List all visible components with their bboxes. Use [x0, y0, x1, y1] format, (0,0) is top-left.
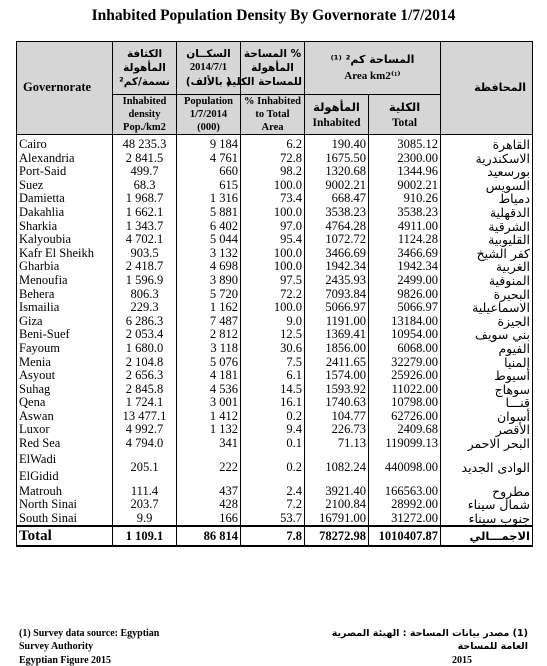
header-pct-en-3: Area	[261, 122, 284, 133]
total-area-cell: 6068.00	[397, 340, 439, 355]
density-cell: 499.7	[113, 165, 177, 179]
pct-inhabited-cell: 6.1	[241, 369, 305, 383]
inhabited-area-cell: 5066.97	[305, 301, 369, 315]
governorate-name-en: Gharbia	[17, 260, 113, 274]
header-population-en-1: Population	[183, 96, 233, 107]
table-row	[17, 152, 533, 166]
governorate-name-ar: بني سويف	[441, 328, 533, 342]
table-row	[17, 301, 533, 315]
total-row	[17, 526, 533, 546]
pct-inhabited-cell: 7.5	[241, 356, 305, 370]
total-area-cell: 11022.00	[391, 381, 439, 396]
pct-inhabited-cell: 7.2	[241, 498, 305, 512]
table-header	[17, 42, 533, 135]
pct-inhabited-cell: 100.0	[241, 301, 305, 315]
density-cell: 1 662.1	[113, 206, 177, 220]
population-cell: 4 536	[177, 383, 241, 397]
header-total-ar: الكلية	[388, 99, 421, 114]
population-cell: 3 890	[177, 274, 241, 288]
total-area: 1010407.87	[369, 526, 441, 546]
density-cell: 13 477.1	[113, 410, 177, 424]
header-density-ar-1: الكثافة	[126, 48, 163, 60]
footnote-source-ar-1: (1) مصدر بيانات المساحة : الهيئة المصرية	[331, 628, 528, 639]
governorate-name-en: Suhag	[17, 383, 113, 397]
table-row	[17, 328, 533, 342]
header-density-en-2: density	[128, 109, 161, 120]
inhabited-area-cell: 7093.84	[305, 288, 369, 302]
governorate-name-en: Damietta	[17, 192, 113, 206]
density-cell: 806.3	[113, 288, 177, 302]
header-population-en-2: 1/7/2014	[189, 109, 228, 120]
pct-inhabited-cell: 0.2	[241, 451, 305, 485]
population-cell: 3 001	[177, 396, 241, 410]
header-pct-ar-2: المأهولة	[251, 62, 294, 74]
governorate-name-ar: البحر الاحمر	[441, 437, 533, 451]
total-area-cell: 1942.34	[397, 259, 439, 274]
density-cell: 4 992.7	[113, 423, 177, 437]
density-cell: 4 702.1	[113, 233, 177, 247]
header-inhabited	[305, 95, 369, 135]
density-table	[16, 41, 533, 547]
inhabited-area-cell: 1072.72	[305, 233, 369, 247]
table-body	[17, 135, 533, 527]
density-cell: 1 680.0	[113, 342, 177, 356]
table-row	[17, 315, 533, 329]
total-area-cell: 32279.00	[391, 354, 439, 369]
governorate-name-ar: الشرقية	[441, 220, 533, 234]
table-row	[17, 135, 533, 152]
density-cell: 2 841.5	[113, 152, 177, 166]
total-area-cell: 4911.00	[397, 218, 439, 233]
header-density-en	[113, 95, 177, 135]
total-area-cell: 9002.21	[397, 177, 439, 192]
density-cell: 111.4	[113, 485, 177, 499]
pct-inhabited-cell: 0.2	[241, 410, 305, 424]
pct-inhabited-cell: 100.0	[241, 247, 305, 261]
density-cell: 2 845.8	[113, 383, 177, 397]
governorate-name-ar: الدقهلية	[441, 206, 533, 220]
pct-inhabited-cell: 73.4	[241, 192, 305, 206]
population-cell: 6 402	[177, 220, 241, 234]
governorate-name-ar: دمياط	[441, 192, 533, 206]
pct-inhabited-cell: 16.1	[241, 396, 305, 410]
inhabited-area-cell: 1593.92	[305, 383, 369, 397]
population-cell: 5 076	[177, 356, 241, 370]
pct-inhabited-cell: 14.5	[241, 383, 305, 397]
density-cell: 9.9	[113, 512, 177, 527]
total-area-cell: 28992.00	[391, 497, 439, 512]
population-cell: 1 132	[177, 423, 241, 437]
population-cell: 1 316	[177, 192, 241, 206]
footnote-source-en-1: (1) Survey data source: Egyptian	[19, 628, 160, 639]
pct-inhabited-cell: 2.4	[241, 485, 305, 499]
governorate-name-ar: المنيا	[441, 356, 533, 370]
governorate-name-en: Ismailia	[17, 301, 113, 315]
table-row	[17, 498, 533, 512]
density-cell: 2 053.4	[113, 328, 177, 342]
table-row	[17, 383, 533, 397]
inhabited-area-cell: 3538.23	[305, 206, 369, 220]
inhabited-area-cell: 2100.84	[305, 498, 369, 512]
governorate-name-en-line1: ElWadi	[19, 451, 57, 466]
pct-inhabited-cell: 100.0	[241, 179, 305, 193]
pct-inhabited-cell: 30.6	[241, 342, 305, 356]
total-area-cell: 9826.00	[397, 286, 439, 301]
governorate-name-en: South Sinai	[17, 512, 113, 527]
governorate-name-ar: البحيرة	[441, 288, 533, 302]
governorate-name-en: Menoufia	[17, 274, 113, 288]
density-cell: 1 724.1	[113, 396, 177, 410]
pct-inhabited-cell: 95.4	[241, 233, 305, 247]
table-row	[17, 396, 533, 410]
governorate-name-en: Menia	[17, 356, 113, 370]
table-row	[17, 260, 533, 274]
inhabited-area-cell: 1675.50	[305, 152, 369, 166]
density-cell: 903.5	[113, 247, 177, 261]
header-total	[369, 95, 441, 135]
footnote-source-ar	[328, 627, 528, 653]
pct-inhabited-cell: 53.7	[241, 512, 305, 527]
population-cell: 2 812	[177, 328, 241, 342]
footnotes	[16, 626, 532, 666]
table-row	[17, 356, 533, 370]
total-inhabited: 78272.98	[305, 526, 369, 546]
governorate-name-ar: أسوان	[441, 410, 533, 424]
total-area-cell: 440098.00	[384, 459, 439, 474]
governorate-name-ar: بورسعيد	[441, 165, 533, 179]
governorate-name-ar: المنوفية	[441, 274, 533, 288]
governorate-name-ar: القاهرة	[441, 135, 533, 152]
total-area-cell: 10954.00	[391, 327, 439, 342]
table-row	[17, 233, 533, 247]
governorate-name-en: Behera	[17, 288, 113, 302]
inhabited-area-cell: 226.73	[305, 423, 369, 437]
governorate-name-ar: الأقصر	[441, 423, 533, 437]
pct-inhabited-cell: 100.0	[241, 260, 305, 274]
total-area-cell: 62726.00	[391, 408, 439, 423]
table-footer	[17, 526, 533, 546]
total-area-cell: 3538.23	[397, 204, 439, 219]
density-cell: 229.3	[113, 301, 177, 315]
total-area-cell: 1344.96	[397, 164, 439, 179]
table-row	[17, 485, 533, 499]
table-row	[17, 437, 533, 451]
governorate-name-ar: جنوب سيناء	[441, 512, 533, 527]
inhabited-area-cell: 1942.34	[305, 260, 369, 274]
inhabited-area-cell: 9002.21	[305, 179, 369, 193]
inhabited-area-cell: 3921.40	[305, 485, 369, 499]
total-area-cell: 2499.00	[397, 272, 439, 287]
inhabited-area-cell: 1856.00	[305, 342, 369, 356]
header-population-ar-3: ( بالألف)	[185, 76, 232, 88]
page-title: Inhabited Population Density By Governorate 1/7/2014	[91, 7, 456, 24]
pct-inhabited-cell: 9.4	[241, 423, 305, 437]
governorate-name-en: Kafr El Sheikh	[17, 247, 113, 261]
header-population-en	[177, 95, 241, 135]
inhabited-area-cell: 71.13	[305, 437, 369, 451]
governorate-name-ar: السويس	[441, 179, 533, 193]
header-density-en-3: Pop./km2	[123, 122, 166, 133]
governorate-name-ar: أسيوط	[441, 369, 533, 383]
inhabited-area-cell: 1574.00	[305, 369, 369, 383]
density-cell: 4 794.0	[113, 437, 177, 451]
header-density-en-1: Inhabited	[122, 96, 167, 107]
population-cell: 341	[177, 437, 241, 451]
governorate-name-en: Alexandria	[17, 152, 113, 166]
total-area-cell: 31272.00	[391, 510, 439, 525]
population-cell: 3 118	[177, 342, 241, 356]
density-cell: 2 656.3	[113, 369, 177, 383]
inhabited-area-cell: 1740.63	[305, 396, 369, 410]
total-label-en: Total	[17, 526, 113, 546]
density-cell: 2 104.8	[113, 356, 177, 370]
total-pct: 7.8	[241, 526, 305, 546]
total-area-cell: 10798.00	[391, 395, 439, 410]
header-area-en: Area km2⁽¹⁾	[344, 70, 401, 82]
header-area-ar: المساحة كم² ⁽¹⁾	[330, 53, 415, 66]
governorate-name-ar: الاسماعيلية	[441, 301, 533, 315]
total-area-cell: 2409.68	[397, 422, 439, 437]
total-label-ar: الاجمـــالي	[441, 526, 533, 546]
governorate-name-en: Suez	[17, 179, 113, 193]
table-row	[17, 165, 533, 179]
table-row	[17, 274, 533, 288]
population-cell: 9 184	[177, 135, 241, 152]
inhabited-area-cell: 668.47	[305, 192, 369, 206]
table-row	[17, 410, 533, 424]
governorate-name-en: Qena	[17, 396, 113, 410]
total-area-cell: 2300.00	[397, 150, 439, 165]
governorate-name-en: Asyout	[17, 369, 113, 383]
governorate-name-ar: مطروح	[441, 485, 533, 499]
population-cell: 1 412	[177, 410, 241, 424]
pct-inhabited-cell: 98.2	[241, 165, 305, 179]
table-row	[17, 206, 533, 220]
governorate-name-en: Dakahlia	[17, 206, 113, 220]
governorate-name-en: Red Sea	[17, 437, 113, 451]
footnote-source-en-2: Survey Authority	[19, 641, 94, 652]
total-area-cell: 119099.13	[385, 436, 439, 451]
pct-inhabited-cell: 12.5	[241, 328, 305, 342]
inhabited-area-cell: 3466.69	[305, 247, 369, 261]
inhabited-area-cell: 4764.28	[305, 220, 369, 234]
governorate-name-en: Cairo	[17, 135, 113, 152]
governorate-name-ar: الفيوم	[441, 342, 533, 356]
density-cell: 1 968.7	[113, 192, 177, 206]
total-area-cell: 5066.97	[397, 300, 439, 315]
population-cell: 615	[177, 179, 241, 193]
governorate-name-en-line2: ElGidid	[19, 468, 59, 483]
governorate-name-en: Aswan	[17, 410, 113, 424]
inhabited-area-cell: 1082.24	[305, 451, 369, 485]
population-cell: 437	[177, 485, 241, 499]
density-cell: 205.1	[113, 451, 177, 485]
inhabited-area-cell: 2435.93	[305, 274, 369, 288]
header-pct-en	[241, 95, 305, 135]
pct-inhabited-cell: 72.2	[241, 288, 305, 302]
density-cell: 48 235.3	[113, 135, 177, 152]
table-row	[17, 451, 533, 485]
pct-inhabited-cell: 97.5	[241, 274, 305, 288]
table-row	[17, 220, 533, 234]
total-area-cell: 25926.00	[391, 368, 439, 383]
total-area-cell: 166563.00	[384, 483, 439, 498]
table-row	[17, 179, 533, 193]
header-total-en: Total	[391, 116, 418, 129]
pct-inhabited-cell: 97.0	[241, 220, 305, 234]
header-governorate-ar: المحافظة	[441, 42, 533, 135]
total-area-cell: 1124.28	[397, 232, 439, 247]
table-row	[17, 423, 533, 437]
pct-inhabited-cell: 100.0	[241, 206, 305, 220]
table-row	[17, 512, 533, 527]
header-area	[305, 42, 441, 95]
population-cell: 5 720	[177, 288, 241, 302]
population-cell: 5 044	[177, 233, 241, 247]
header-governorate-en: Governorate	[17, 42, 113, 135]
inhabited-area-cell: 1191.00	[305, 315, 369, 329]
pct-inhabited-cell: 9.0	[241, 315, 305, 329]
governorate-name-en: Kalyoubia	[17, 233, 113, 247]
header-inhabited-ar: المأهولة	[313, 99, 360, 114]
table-row	[17, 247, 533, 261]
population-cell: 222	[177, 451, 241, 485]
header-pct-ar-3: للمساحة الكلية	[225, 76, 302, 88]
footnote-year-ar: 2015	[452, 655, 472, 666]
total-area-cell: 13184.00	[391, 313, 439, 328]
density-cell: 68.3	[113, 179, 177, 193]
density-cell: 1 343.7	[113, 220, 177, 234]
pct-inhabited-cell: 0.1	[241, 437, 305, 451]
pct-inhabited-cell: 72.8	[241, 152, 305, 166]
inhabited-area-cell: 104.77	[305, 410, 369, 424]
governorate-name-en: Fayoum	[17, 342, 113, 356]
governorate-name-en: Giza	[17, 315, 113, 329]
table-row	[17, 369, 533, 383]
governorate-name-ar: الاسكندرية	[441, 152, 533, 166]
governorate-name-en: Beni-Suef	[17, 328, 113, 342]
header-pct-ar-1: % المساحة	[243, 48, 302, 60]
population-cell: 4 181	[177, 369, 241, 383]
governorate-name-en: Sharkia	[17, 220, 113, 234]
inhabited-area-cell: 16791.00	[305, 512, 369, 527]
footnote-source-en	[19, 627, 219, 653]
population-cell: 4 761	[177, 152, 241, 166]
inhabited-area-cell: 190.40	[305, 135, 369, 152]
governorate-name-en: Luxor	[17, 423, 113, 437]
total-population: 86 814	[177, 526, 241, 546]
population-cell: 3 132	[177, 247, 241, 261]
header-pct-ar	[225, 42, 305, 95]
governorate-name-en: Port-Said	[17, 165, 113, 179]
header-density-ar-2: المأهولة	[123, 62, 166, 74]
pct-inhabited-cell: 6.2	[241, 135, 305, 152]
footnote-year-en: Egyptian Figure 2015	[19, 655, 112, 666]
table-row	[17, 192, 533, 206]
total-area-cell: 3085.12	[397, 137, 439, 151]
governorate-name-en: North Sinai	[17, 498, 113, 512]
population-cell: 166	[177, 512, 241, 527]
governorate-name-en: Matrouh	[17, 485, 113, 499]
density-cell: 6 286.3	[113, 315, 177, 329]
governorate-name-ar: الجيزة	[441, 315, 533, 329]
population-cell: 5 881	[177, 206, 241, 220]
total-area-cell: 910.26	[403, 191, 439, 206]
header-pct-en-2: to Total	[255, 109, 290, 120]
header-pct-en-1: % Inhabited	[244, 96, 301, 107]
governorate-name-ar: قنـــا	[441, 396, 533, 410]
table-row	[17, 342, 533, 356]
governorate-name-ar: القليوبية	[441, 233, 533, 247]
footnote-source-ar-2: العامة للمساحة	[457, 641, 528, 652]
population-cell: 1 162	[177, 301, 241, 315]
governorate-name-ar: كفر الشيخ	[441, 247, 533, 261]
header-population-ar-2: 2014/7/1	[189, 62, 228, 73]
header-population-ar-1: السكــان	[186, 48, 231, 60]
governorate-name-ar: الغربية	[441, 260, 533, 274]
header-row-arabic	[17, 42, 533, 95]
header-population-en-3: (000)	[197, 122, 220, 133]
population-cell: 7 487	[177, 315, 241, 329]
density-cell: 2 418.7	[113, 260, 177, 274]
governorate-name-ar: شمال سيناء	[441, 498, 533, 512]
population-cell: 660	[177, 165, 241, 179]
inhabited-area-cell: 1320.68	[305, 165, 369, 179]
population-cell: 4 698	[177, 260, 241, 274]
table-row	[17, 288, 533, 302]
density-cell: 1 596.9	[113, 274, 177, 288]
governorate-name-ar: الوادى الجديد	[441, 451, 533, 485]
header-density-ar-3: نسمة/كم²	[119, 76, 170, 88]
total-area-cell: 3466.69	[397, 245, 439, 260]
inhabited-area-cell: 1369.41	[305, 328, 369, 342]
governorate-name-ar: سوهاج	[441, 383, 533, 397]
inhabited-area-cell: 2411.65	[305, 356, 369, 370]
total-density: 1 109.1	[113, 526, 177, 546]
density-cell: 203.7	[113, 498, 177, 512]
header-density-ar	[113, 42, 177, 95]
governorate-name-en	[17, 451, 113, 485]
population-cell: 428	[177, 498, 241, 512]
header-inhabited-en: Inhabited	[312, 116, 361, 129]
